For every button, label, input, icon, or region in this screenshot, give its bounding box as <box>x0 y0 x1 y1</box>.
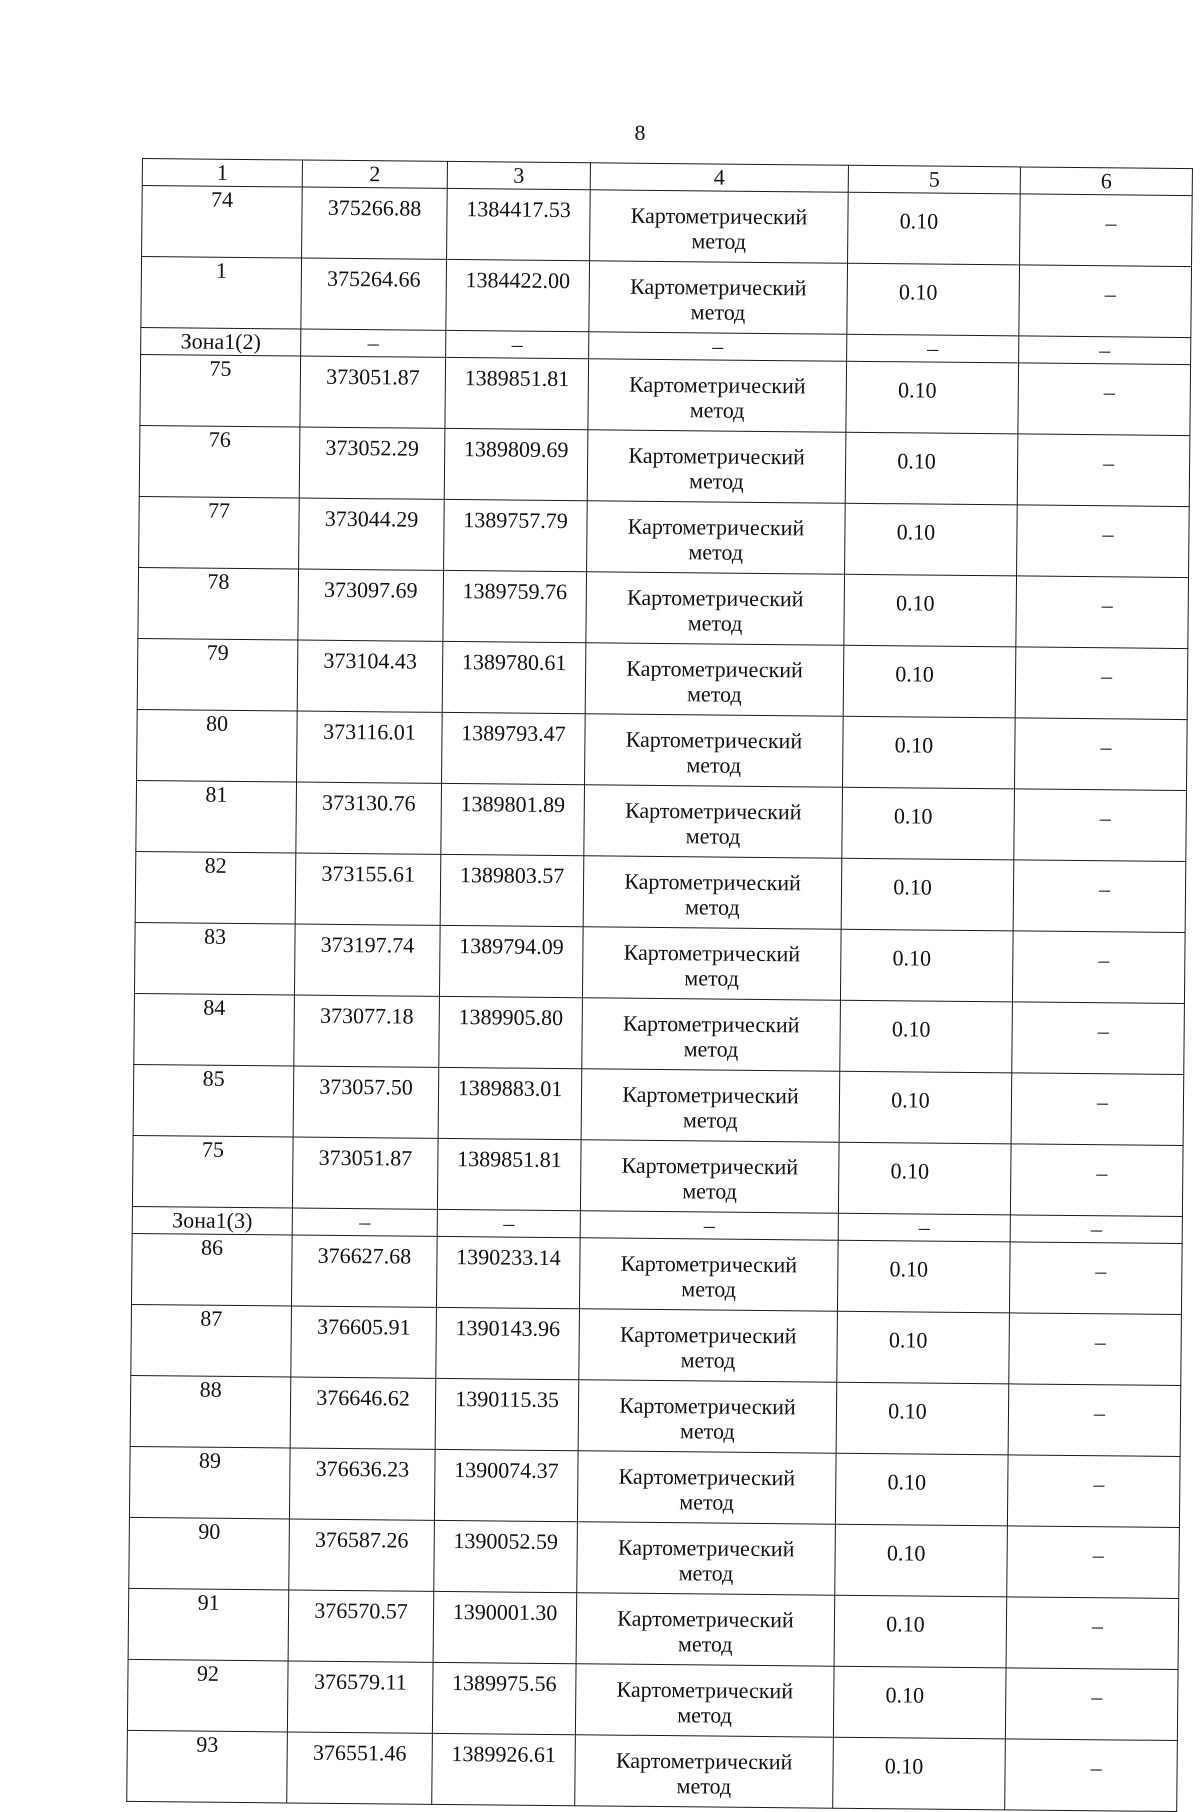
method-text-line1: Картометрический <box>619 1321 797 1349</box>
table-row <box>139 496 1190 577</box>
y-coordinate-cell: 1390052.59 <box>434 1520 578 1592</box>
method-text-line1: Картометрический <box>616 1676 794 1704</box>
zone-label: Зона1(3) <box>132 1206 292 1235</box>
description-cell: – <box>1018 363 1191 436</box>
accuracy-cell: 0.10 <box>835 1453 1008 1526</box>
coordinates-table <box>126 158 1193 1812</box>
zone-empty-cell: – <box>437 1209 580 1237</box>
x-coordinate-cell: 373052.29 <box>299 427 445 499</box>
x-coordinate-cell: 373057.50 <box>293 1066 439 1138</box>
table-row <box>139 425 1190 506</box>
method-cell <box>584 785 843 858</box>
method-cell <box>575 1735 834 1808</box>
accuracy-cell: 0.10 <box>843 645 1016 718</box>
description-cell: – <box>1009 1242 1182 1315</box>
method-text-line2: метод <box>691 228 747 254</box>
y-coordinate-cell: 1389975.56 <box>432 1662 576 1734</box>
description-cell: – <box>1008 1384 1181 1457</box>
method-text-line1: Картометрический <box>624 797 802 825</box>
method-text-line1: Картометрический <box>629 273 807 301</box>
column-header: 2 <box>302 160 447 188</box>
accuracy-cell: 0.10 <box>837 1240 1010 1313</box>
column-header: 6 <box>1020 167 1192 196</box>
method-text-line2: метод <box>685 823 741 849</box>
x-coordinate-cell: 373155.61 <box>295 853 441 925</box>
point-number-cell: 76 <box>139 425 300 498</box>
point-number-cell: 78 <box>138 567 299 640</box>
accuracy-cell: 0.10 <box>846 361 1019 434</box>
method-text-line2: метод <box>689 397 745 423</box>
point-number-cell: 90 <box>129 1517 290 1590</box>
method-cell <box>579 1309 838 1382</box>
zone-empty-cell: – <box>580 1211 838 1240</box>
table-row <box>133 1064 1184 1145</box>
x-coordinate-cell: 376579.11 <box>287 1661 433 1733</box>
description-cell: – <box>1019 265 1192 338</box>
method-text-line1: Картометрический <box>623 939 801 967</box>
description-cell: – <box>1005 1739 1178 1812</box>
point-number-cell: 87 <box>131 1304 292 1377</box>
zone-empty-cell: – <box>1010 1215 1182 1244</box>
method-text-line1: Картометрический <box>622 1081 799 1109</box>
method-text-line2: метод <box>686 752 742 778</box>
description-cell: – <box>1011 1073 1184 1146</box>
method-text-line1: Картометрический <box>624 868 801 896</box>
method-text-line1: Картометрический <box>628 371 806 399</box>
table-row <box>136 780 1187 861</box>
y-coordinate-cell: 1390233.14 <box>436 1236 580 1308</box>
point-number-cell: 86 <box>131 1233 292 1306</box>
accuracy-cell: 0.10 <box>841 858 1014 931</box>
method-cell <box>588 359 847 432</box>
x-coordinate-cell: 376587.26 <box>289 1519 435 1591</box>
method-text-line1: Картометрический <box>619 1392 796 1420</box>
y-coordinate-cell: 1390115.35 <box>435 1378 579 1450</box>
y-coordinate-cell: 1390001.30 <box>433 1591 577 1663</box>
method-cell <box>585 643 844 716</box>
y-coordinate-cell: 1389809.69 <box>444 428 588 500</box>
point-number-cell: 74 <box>142 186 303 259</box>
description-cell: – <box>1015 647 1188 720</box>
method-text-line2: метод <box>682 1178 738 1204</box>
method-cell <box>590 190 849 263</box>
accuracy-cell: 0.10 <box>840 1000 1013 1073</box>
accuracy-cell: 0.10 <box>833 1737 1006 1810</box>
zone-empty-cell: – <box>301 329 446 357</box>
y-coordinate-cell: 1389793.47 <box>442 712 586 784</box>
method-text-line2: метод <box>690 299 746 325</box>
accuracy-cell: 0.10 <box>842 787 1015 860</box>
point-number-cell: 75 <box>132 1135 293 1208</box>
accuracy-cell: 0.10 <box>833 1666 1006 1739</box>
method-cell <box>580 1140 839 1213</box>
method-text-line2: метод <box>681 1276 737 1302</box>
method-text-line2: метод <box>677 1631 733 1657</box>
table-row <box>141 257 1192 338</box>
table-row <box>134 993 1185 1074</box>
description-cell: – <box>1014 718 1187 791</box>
method-text-line1: Картометрический <box>626 584 804 612</box>
x-coordinate-cell: 376570.57 <box>288 1590 434 1662</box>
method-text-line2: метод <box>683 1036 739 1062</box>
y-coordinate-cell: 1384417.53 <box>447 188 591 260</box>
method-text-line1: Картометрический <box>622 1010 800 1038</box>
accuracy-cell: 0.10 <box>838 1142 1011 1215</box>
accuracy-cell: 0.10 <box>840 929 1013 1002</box>
zone-empty-cell: – <box>1019 336 1191 365</box>
accuracy-cell: 0.10 <box>845 503 1018 576</box>
method-cell <box>587 501 846 574</box>
method-text-line2: метод <box>677 1702 732 1728</box>
x-coordinate-cell: 373116.01 <box>297 711 443 783</box>
y-coordinate-cell: 1389851.81 <box>437 1138 581 1210</box>
method-cell <box>575 1664 834 1737</box>
method-text-line2: метод <box>679 1489 735 1515</box>
y-coordinate-cell: 1389926.61 <box>432 1733 576 1805</box>
method-text-line1: Картометрический <box>627 513 805 541</box>
method-cell <box>587 430 846 503</box>
method-text-line1: Картометрический <box>618 1463 796 1491</box>
table-row <box>131 1233 1182 1314</box>
method-text-line2: метод <box>686 681 742 707</box>
method-text-line2: метод <box>680 1347 736 1373</box>
description-cell: – <box>1012 931 1185 1004</box>
description-cell: – <box>1014 789 1187 862</box>
zone-empty-cell: – <box>838 1213 1010 1242</box>
description-cell: – <box>1009 1313 1182 1386</box>
y-coordinate-cell: 1389780.61 <box>442 641 586 713</box>
column-header: 4 <box>590 163 848 192</box>
description-cell: – <box>1005 1668 1178 1741</box>
point-number-cell: 83 <box>134 922 295 995</box>
method-text-line1: Картометрический <box>620 1250 798 1278</box>
table-row <box>127 1730 1178 1811</box>
y-coordinate-cell: 1389883.01 <box>438 1067 582 1139</box>
method-text-line2: метод <box>676 1773 732 1799</box>
table-row <box>127 1659 1178 1740</box>
description-cell: – <box>1007 1526 1180 1599</box>
table-row <box>129 1517 1180 1598</box>
zone-empty-cell: – <box>446 330 589 358</box>
accuracy-cell: 0.10 <box>847 263 1020 336</box>
description-cell: – <box>1007 1455 1180 1528</box>
zone-label: Зона1(2) <box>141 327 301 356</box>
zone-empty-cell: – <box>292 1208 437 1236</box>
x-coordinate-cell: 373044.29 <box>299 498 445 570</box>
method-text-line1: Картометрический <box>617 1605 794 1633</box>
x-coordinate-cell: 376636.23 <box>289 1448 435 1520</box>
method-text-line2: метод <box>689 468 744 494</box>
accuracy-cell: 0.10 <box>837 1311 1010 1384</box>
description-cell: – <box>1017 505 1190 578</box>
accuracy-cell: 0.10 <box>835 1524 1008 1597</box>
point-number-cell: 91 <box>128 1588 289 1661</box>
table-row <box>128 1588 1179 1669</box>
point-number-cell: 88 <box>130 1375 291 1448</box>
method-text-line1: Картометрический <box>628 442 806 470</box>
table-row <box>137 709 1188 790</box>
method-text-line2: метод <box>688 539 744 565</box>
x-coordinate-cell: 375264.66 <box>301 258 447 330</box>
column-header: 5 <box>848 165 1020 194</box>
y-coordinate-cell: 1390074.37 <box>434 1449 578 1521</box>
x-coordinate-cell: 373130.76 <box>296 782 442 854</box>
method-text-line2: метод <box>678 1560 734 1586</box>
accuracy-cell: 0.10 <box>834 1595 1007 1668</box>
method-text-line2: метод <box>684 965 740 991</box>
point-number-cell: 1 <box>141 257 302 330</box>
description-cell: – <box>1013 860 1186 933</box>
y-coordinate-cell: 1389801.89 <box>441 783 585 855</box>
x-coordinate-cell: 373077.18 <box>294 995 440 1067</box>
column-header: 1 <box>142 159 302 188</box>
method-cell <box>576 1593 835 1666</box>
accuracy-cell: 0.10 <box>845 432 1018 505</box>
y-coordinate-cell: 1389757.79 <box>444 499 588 571</box>
method-text-line1: Картометрический <box>621 1152 799 1180</box>
table-row <box>129 1446 1180 1527</box>
point-number-cell: 93 <box>127 1730 288 1803</box>
x-coordinate-cell: 373104.43 <box>297 640 443 712</box>
table-row <box>130 1375 1181 1456</box>
point-number-cell: 85 <box>133 1064 294 1137</box>
table-row <box>135 851 1186 932</box>
method-text-line1: Картометрический <box>625 726 803 754</box>
point-number-cell: 75 <box>140 354 301 427</box>
method-cell <box>589 261 848 334</box>
method-cell <box>579 1238 838 1311</box>
point-number-cell: 80 <box>137 709 298 782</box>
x-coordinate-cell: 373097.69 <box>298 569 444 641</box>
zone-empty-cell: – <box>589 332 847 361</box>
method-text-line2: метод <box>682 1107 738 1133</box>
description-cell: – <box>1010 1144 1183 1217</box>
table-body <box>127 159 1193 1812</box>
table-row <box>137 638 1188 719</box>
point-number-cell: 79 <box>137 638 298 711</box>
x-coordinate-cell: 376627.68 <box>291 1235 437 1307</box>
description-cell: – <box>1006 1597 1179 1670</box>
accuracy-cell: 0.10 <box>836 1382 1009 1455</box>
y-coordinate-cell: 1390143.96 <box>436 1307 580 1379</box>
accuracy-cell: 0.10 <box>844 574 1017 647</box>
x-coordinate-cell: 373051.87 <box>300 356 446 428</box>
method-text-line1: Картометрический <box>615 1747 793 1775</box>
table-row <box>132 1135 1183 1216</box>
point-number-cell: 84 <box>134 993 295 1066</box>
method-text-line1: Картометрический <box>617 1534 795 1562</box>
x-coordinate-cell: 373197.74 <box>294 924 440 996</box>
method-cell <box>585 714 844 787</box>
accuracy-cell: 0.10 <box>842 716 1015 789</box>
method-cell <box>578 1380 837 1453</box>
description-cell: – <box>1016 576 1189 649</box>
method-cell <box>582 927 841 1000</box>
x-coordinate-cell: 376646.62 <box>290 1377 436 1449</box>
point-number-cell: 81 <box>136 780 297 853</box>
y-coordinate-cell: 1389803.57 <box>440 854 584 926</box>
description-cell: – <box>1012 1002 1185 1075</box>
description-cell: – <box>1020 194 1193 267</box>
point-number-cell: 77 <box>139 496 300 569</box>
x-coordinate-cell: 376551.46 <box>287 1732 433 1804</box>
method-cell <box>586 572 845 645</box>
y-coordinate-cell: 1384422.00 <box>446 259 590 331</box>
x-coordinate-cell: 376605.91 <box>291 1306 437 1378</box>
accuracy-cell: 0.10 <box>839 1071 1012 1144</box>
method-text-line2: метод <box>684 894 740 920</box>
y-coordinate-cell: 1389905.80 <box>439 996 583 1068</box>
y-coordinate-cell: 1389851.81 <box>445 357 589 429</box>
x-coordinate-cell: 375266.88 <box>302 187 448 259</box>
x-coordinate-cell: 373051.87 <box>292 1137 438 1209</box>
point-number-cell: 89 <box>129 1446 290 1519</box>
accuracy-cell: 0.10 <box>848 192 1021 265</box>
table-row <box>140 354 1191 435</box>
method-cell <box>577 1522 836 1595</box>
method-cell <box>577 1451 836 1524</box>
method-cell <box>581 1069 840 1142</box>
coordinates-table-container <box>126 158 1192 1812</box>
table-row <box>142 186 1193 267</box>
table-row <box>131 1304 1182 1385</box>
method-text-line2: метод <box>687 610 743 636</box>
y-coordinate-cell: 1389794.09 <box>439 925 583 997</box>
method-text-line1: Картометрический <box>630 202 808 230</box>
method-text-line1: Картометрический <box>626 655 803 683</box>
point-number-cell: 92 <box>127 1659 288 1732</box>
table-row <box>138 567 1189 648</box>
method-cell <box>583 856 842 929</box>
column-header: 3 <box>447 161 590 189</box>
table-row <box>134 922 1185 1003</box>
y-coordinate-cell: 1389759.76 <box>443 570 587 642</box>
zone-empty-cell: – <box>847 334 1019 363</box>
page-number: 8 <box>634 120 646 145</box>
description-cell: – <box>1017 434 1190 507</box>
method-cell <box>582 998 841 1071</box>
method-text-line2: метод <box>679 1418 735 1444</box>
point-number-cell: 82 <box>135 851 296 924</box>
